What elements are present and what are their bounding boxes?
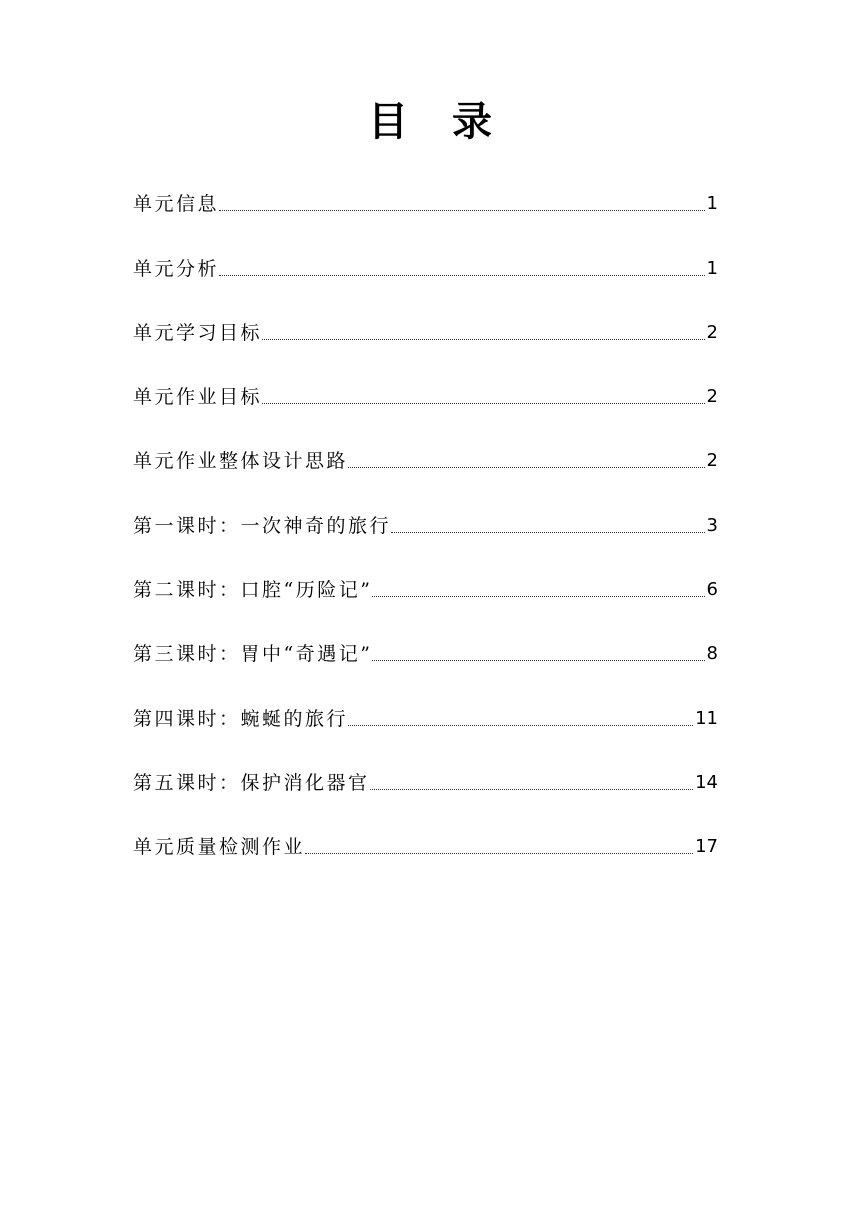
toc-entry-text: 第三课时：胃中“奇遇记” — [133, 643, 373, 666]
dot-leader — [348, 466, 705, 468]
toc-entry-text: 第五课时：保护消化器官 — [133, 771, 370, 794]
toc-entry-lesson-1[interactable] — [133, 491, 718, 555]
toc-entry-page: 11 — [695, 707, 718, 729]
dot-leader — [370, 788, 694, 790]
toc-entry-text: 单元作业目标 — [133, 386, 263, 409]
toc-entry-lesson-5[interactable] — [133, 749, 718, 813]
toc-entry-text: 单元分析 — [133, 257, 220, 280]
dot-leader — [219, 274, 705, 276]
toc-entry-unit-info[interactable] — [133, 170, 718, 234]
toc-entry-text: 单元信息 — [133, 193, 220, 216]
toc-entry-page: 14 — [695, 771, 718, 793]
dot-leader — [305, 852, 693, 854]
toc-entry-learning-goals[interactable] — [133, 299, 718, 363]
toc-entry-lesson-4[interactable] — [133, 684, 718, 748]
toc-list — [133, 170, 718, 877]
dot-leader — [262, 402, 705, 404]
toc-entry-page: 2 — [706, 386, 718, 408]
toc-entry-page: 17 — [695, 836, 718, 858]
toc-entry-text: 第二课时：口腔“历险记” — [133, 579, 373, 602]
toc-entry-design-approach[interactable] — [133, 427, 718, 491]
dot-leader — [348, 724, 693, 726]
toc-entry-homework-goals[interactable] — [133, 363, 718, 427]
toc-entry-text: 单元质量检测作业 — [133, 836, 306, 859]
dot-leader — [391, 531, 705, 533]
toc-title: 目录 — [368, 99, 536, 145]
toc-entry-text: 单元学习目标 — [133, 321, 263, 344]
toc-entry-page: 1 — [706, 257, 718, 279]
toc-entry-page: 2 — [706, 321, 718, 343]
dot-leader — [372, 595, 704, 597]
toc-entry-text: 第一课时：一次神奇的旅行 — [133, 514, 392, 537]
toc-entry-lesson-2[interactable] — [133, 556, 718, 620]
toc-entry-text: 第四课时：蜿蜒的旅行 — [133, 707, 349, 730]
dot-leader — [372, 659, 704, 661]
toc-entry-page: 8 — [706, 643, 718, 665]
toc-entry-page: 2 — [706, 450, 718, 472]
toc-entry-quality-test[interactable] — [133, 813, 718, 877]
toc-entry-unit-analysis[interactable] — [133, 234, 718, 298]
toc-entry-page: 1 — [706, 193, 718, 215]
toc-entry-lesson-3[interactable] — [133, 620, 718, 684]
toc-entry-page: 6 — [706, 579, 718, 601]
toc-entry-text: 单元作业整体设计思路 — [133, 450, 349, 473]
toc-entry-page: 3 — [706, 514, 718, 536]
dot-leader — [219, 209, 705, 211]
dot-leader — [262, 338, 705, 340]
